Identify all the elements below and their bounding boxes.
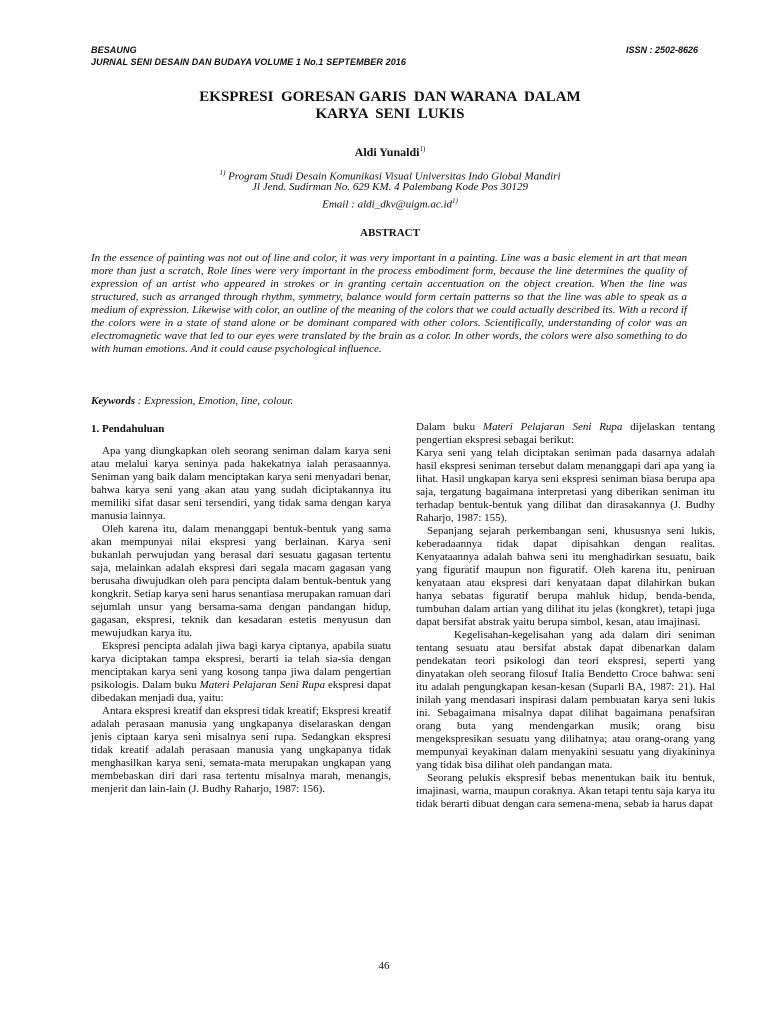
right-column bbox=[416, 421, 715, 811]
email-text: Email : aldi_dkv@uigm.ac.id bbox=[322, 198, 453, 211]
journal-full-name: JURNAL SENI DESAIN DAN BUDAYA VOLUME 1 No.1 SEPTEMBER 2016 bbox=[91, 57, 407, 67]
book-title: Materi Pelajaran Seni Rupa bbox=[199, 679, 325, 691]
left-column bbox=[91, 423, 391, 796]
author-sup: 1) bbox=[419, 145, 426, 153]
paragraph-text: dijelaskan tentang pengertian ekspresi sebagai berikut: bbox=[416, 421, 715, 446]
abstract-text: In the essence of painting was not out of line and color, it was very important in a painting. Line was a basic element in art that mean more than just a scratch, Role lines were very important in the process embodiment form, because the line determines the quality of expression of an artist who appeared in strokes or in granting certain accentuation on the object creation. When the line was structured, such as arranged through rhythm, symmetry, balance would form certain patterns so that the line was able to speak as a medium of expression. Likewise with color, an outline of the meaning of the colors that we could actually described its. With a record if the colors were in a state of stand alone or be dominant compared with other colors. Scientifically, understanding of color was an electromagnetic wave that led to our eyes were translated by the brain as a color. In other words, the colors were also something to do with human emotions. And it could cause psychological influence. bbox=[91, 252, 687, 355]
paragraph: Apa yang diungkapkan oleh seorang seniman dalam karya seni atau melalui karya seninya pada hakekatnya ialah perasaannya. Seniman yang baik dalam menciptakan karya seni menyadari benar, bahwa karya seni yang akan atau yang sudah diciptakannya itu memiliki sifat dasar seni tersendiri, yang tidak sama dengan karya manusia lainnya. bbox=[91, 445, 391, 522]
section-heading: 1. Pendahuluan bbox=[91, 423, 165, 435]
abstract-heading: ABSTRACT bbox=[360, 227, 420, 239]
page-number: 46 bbox=[378, 960, 390, 972]
paragraph: Seorang pelukis ekspresif bebas menentukan baik itu bentuk, imajinasi, warna, maupun coraknya. Akan tetapi tentu saja karya itu tidak berarti dibuat dengan cara semena-mena, sebab ia harus dapat bbox=[416, 772, 715, 810]
title-line-1: EKSPRESI GORESAN GARIS DAN WARANA DALAM bbox=[199, 89, 581, 105]
paragraph bbox=[91, 640, 391, 705]
paragraph-text: ekspresi dapat dibedakan menjadi dua, yaitu: bbox=[91, 679, 391, 704]
keywords-text: : Expression, Emotion, line, colour. bbox=[135, 395, 294, 407]
paragraph bbox=[416, 421, 715, 447]
affiliation-address: Jl Jend. Sudirman No. 629 KM. 4 Palembang Kode Pos 30129 bbox=[252, 181, 528, 193]
affiliation-email bbox=[90, 195, 690, 212]
quote-paragraph: Karya seni yang telah diciptakan seniman pada dasarnya adalah hasil ekspresi seniman tersebut dalam menanggapi dari apa yang ia lihat. Hasil ungkapan karya seni ekspresi seniman biasa berupa apa saja, tergatung bagaimana interpretasi yang diberikan seniman itu terhadap bentuk-bentuk yang dilihat dan dirasakannya (J. Budhy Raharjo, 1987: 155). bbox=[416, 447, 715, 524]
paragraph: Oleh karena itu, dalam menanggapi bentuk-bentuk yang sama akan mempunyai nilai ekspresi yang berlainan. Karya seni bukanlah perwujudan yang berasal dari sesuatu gagasan tertentu saja, melainkan adalah ekspresi dari segala macam gagasan yang berusaha diwujudkan oleh para pencipta dalam bentuk-bentuk yang kongkrit. Setiap karya seni harus senantiasa merupakan ramuan dari sejumlah unsur yang bersama-sama dengan pandangan hidup, gagasan, ekspresi, teknik dan kesadaran estetis menyusun dan mewujudkan karya itu. bbox=[91, 523, 391, 639]
affiliation-program-text: Program Studi Desain Komunikasi Visual Universitas Indo Global Mandiri bbox=[228, 170, 561, 183]
paper-title bbox=[90, 89, 690, 123]
paragraph: Kegelisahan-kegelisahan yang ada dalam diri seniman tentang sesuatu atau bersifat abstak dapat dibenarkan dalam pendekatan teori psikologi dan teori ekspresi, seperti yang dinyatakan oleh seorang filosuf Italia Bendetto Croce bahwa: seni itu adalah pengungkapan kesan-kesan (Suparli BA, 1987: 21). Hal inilah yang mendasari inspirasi dalam pembuatan karya seni lukis ini. Sebagaimana misalnya dapat dilihat bagaimana penafsiran orang buta yang mendengarkan musik; orang bisu mengekspresikan sesuatu yang dilihatnya; atau orang-orang yang mempunyai keyakinan dalam menyakini sesuatu yang diyakininya yang tidak bisa dilihat oleh pandangan mata. bbox=[416, 629, 715, 771]
author-name: Aldi Yunaldi bbox=[354, 145, 420, 159]
paragraph: Sepanjang sejarah perkembangan seni, khususnya seni lukis, keberadaannya tidak dapat dipisahkan dengan realitas. Kenyataannya adalah bahwa seni itu menghadirkan sesuatu, baik yang figuratif maupun non figuratif. Oleh karena itu, peniruan kenyataan atau ekspresi dari kenyataan dapat dilahirkan bukan hanya sebatas figuratif berupa mahluk hidup, benda-benda, tumbuhan dalam artian yang dilihat itu jelas (kongkret), tetapi juga dapat bersifat abstrak yaitu berupa simbol, kesan, atau imajinasi. bbox=[416, 525, 715, 628]
title-line-2: KARYA SENI LUKIS bbox=[315, 106, 465, 122]
journal-short-name: BESAUNG bbox=[91, 45, 137, 55]
issn-label: ISSN : 2502-8626 bbox=[625, 45, 698, 55]
author bbox=[90, 142, 690, 159]
paragraph-text: Dalam buku bbox=[416, 421, 483, 433]
keywords bbox=[91, 395, 687, 408]
email-sup: 1) bbox=[452, 197, 458, 205]
book-title: Materi Pelajaran Seni Rupa bbox=[482, 421, 623, 433]
paragraph-text: Ekspresi pencipta adalah jiwa bagi karya ciptanya, apabila suatu karya diciptakan tampa ekspresi, berarti ia telah sia-sia dengan menciptakan karya seni yang kosong tanpa jiwa dalam pengertian psikologis. Dalam buku bbox=[91, 640, 391, 691]
keywords-label: Keywords bbox=[91, 395, 135, 407]
paragraph: Antara ekspresi kreatif dan ekspresi tidak kreatif; Ekspresi kreatif adalah perasaan manusia yang ungkapanya diselaraskan dengan jenis ciptaan karya seni misalnya seni rupa. Sedangkan ekspresi tidak kreatif adalah perasaan manusia yang ungkapanya tidak menghasilkan karya seni, semata-mata merupakan ungkapan yang membebaskan diri dari rasa tertentu misalnya marah, menangis, menjerit dan lain-lain (J. Budhy Raharjo, 1987: 156). bbox=[91, 705, 391, 795]
affiliation-sup: 1) bbox=[219, 169, 226, 177]
